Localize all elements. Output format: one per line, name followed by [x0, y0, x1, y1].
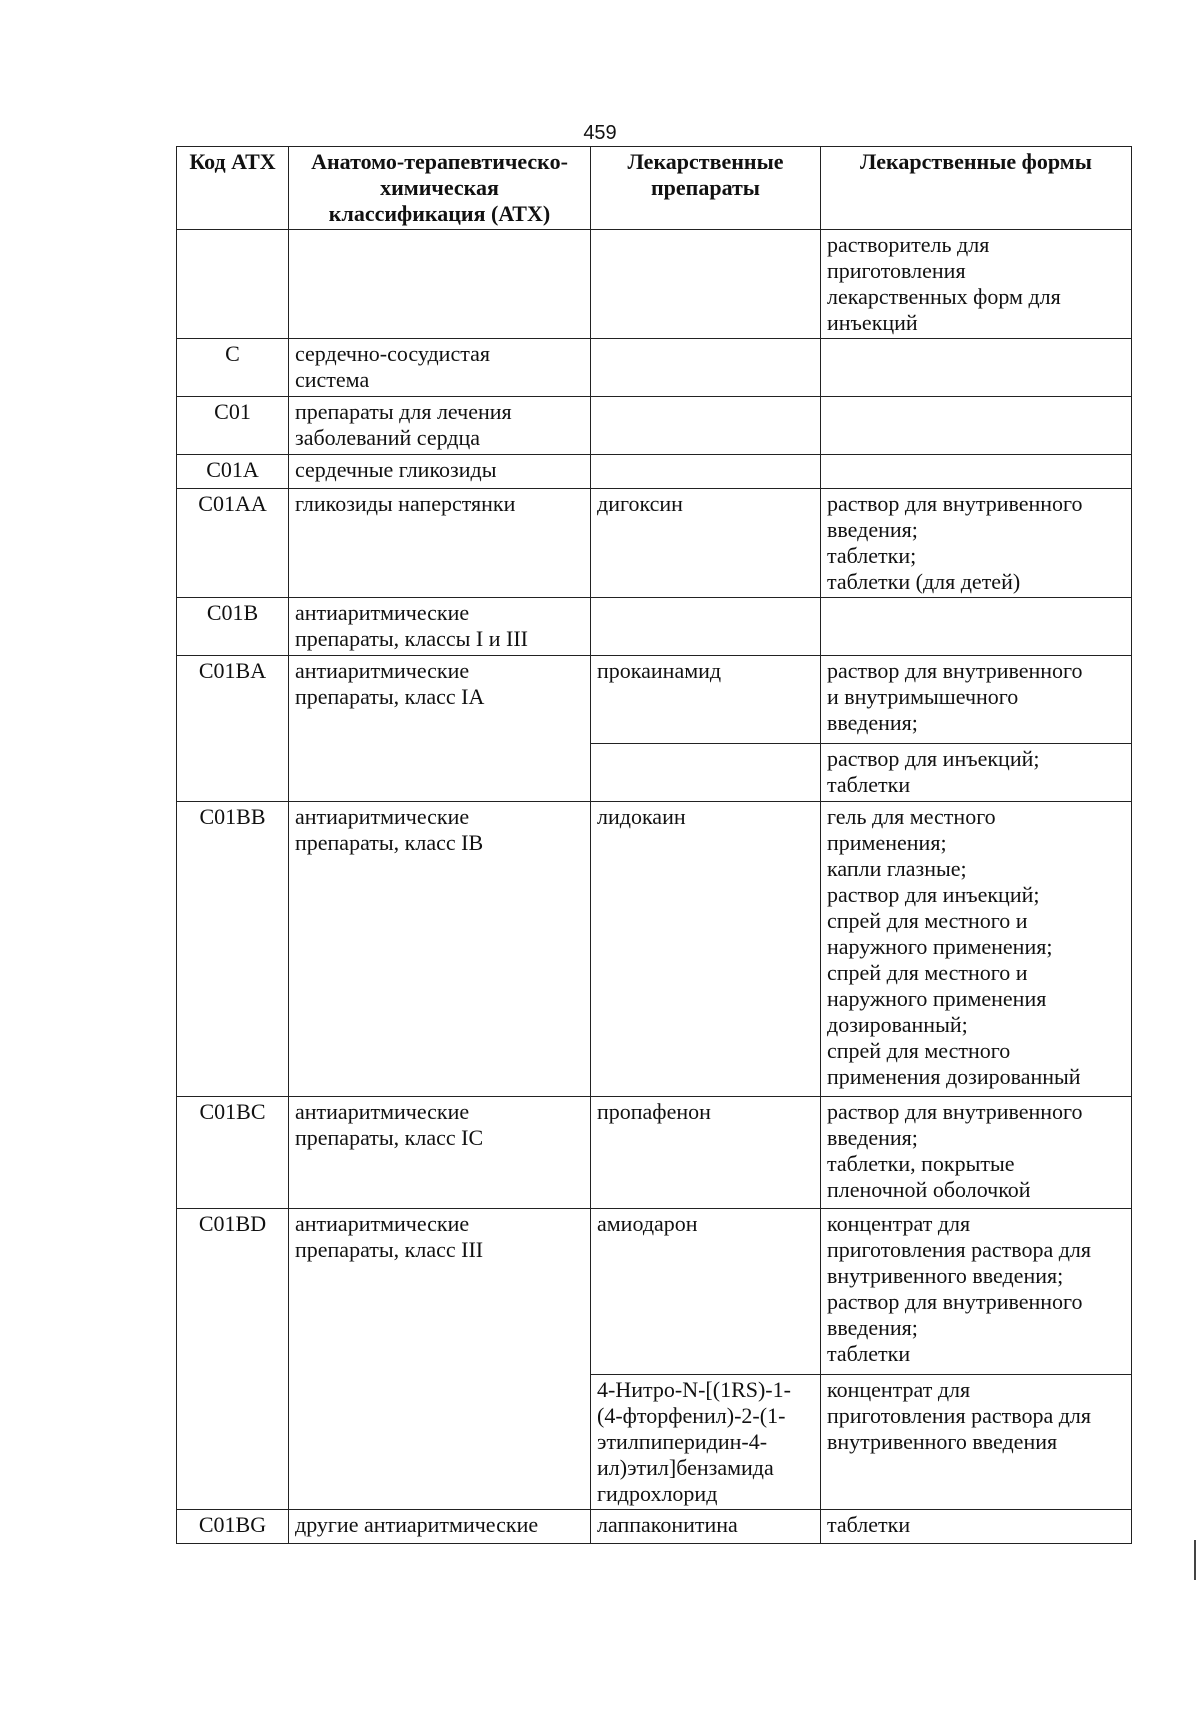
table-row — [177, 1209, 1132, 1375]
drug-cell: лаппаконитина — [591, 1510, 821, 1544]
table-row — [177, 397, 1132, 455]
drug-cell — [591, 339, 821, 397]
table-row — [177, 339, 1132, 397]
table-row — [177, 489, 1132, 598]
atx-code-cell: C01BD — [177, 1209, 289, 1510]
table-row — [177, 1097, 1132, 1209]
classification-cell: антиаритмические препараты, классы I и III — [289, 598, 591, 656]
atx-code-cell: C01AA — [177, 489, 289, 598]
drug-cell — [591, 455, 821, 489]
dosage-forms-cell: раствор для внутривенного введения; таблетки, покрытые пленочной оболочкой — [821, 1097, 1132, 1209]
header-classification: Анатомо-терапевтическо- химическая классификация (АТХ) — [289, 147, 591, 230]
dosage-forms-cell: раствор для инъекций; таблетки — [821, 744, 1132, 802]
drug-cell: амиодарон — [591, 1209, 821, 1375]
scan-edge-mark — [1194, 1540, 1196, 1580]
atx-code-cell: C01A — [177, 455, 289, 489]
atx-code-cell: C01BA — [177, 656, 289, 802]
classification-cell: другие антиаритмические — [289, 1510, 591, 1544]
dosage-forms-cell: растворитель для приготовления лекарственных форм для инъекций — [821, 230, 1132, 339]
atx-code-cell — [177, 230, 289, 339]
atx-table — [176, 146, 1132, 1544]
dosage-forms-cell: раствор для внутривенного введения; таблетки; таблетки (для детей) — [821, 489, 1132, 598]
header-drugs: Лекарственные препараты — [591, 147, 821, 230]
classification-cell: препараты для лечения заболеваний сердца — [289, 397, 591, 455]
dosage-forms-cell: раствор для внутривенного и внутримышечного введения; — [821, 656, 1132, 744]
dosage-forms-cell — [821, 339, 1132, 397]
atx-code-cell: C01BB — [177, 802, 289, 1097]
classification-cell: антиаритмические препараты, класс IC — [289, 1097, 591, 1209]
atx-code-cell: C — [177, 339, 289, 397]
drug-cell — [591, 230, 821, 339]
classification-cell: сердечно-сосудистая система — [289, 339, 591, 397]
dosage-forms-cell — [821, 455, 1132, 489]
page-number: 459 — [583, 122, 617, 144]
drug-cell — [591, 397, 821, 455]
drug-cell: 4-Нитро-N-[(1RS)-1- (4-фторфенил)-2-(1- этилпиперидин-4- ил)этил]бензамида гидрохлорид — [591, 1375, 821, 1510]
table-row — [177, 802, 1132, 1097]
table-row — [177, 598, 1132, 656]
table-row — [177, 656, 1132, 744]
atx-code-cell: C01 — [177, 397, 289, 455]
dosage-forms-cell: гель для местного применения; капли глазные; раствор для инъекций; спрей для местного и наружного применения; спрей для местного и наружного применения дозированный; спрей для местного применения дозированный — [821, 802, 1132, 1097]
table-header-row — [177, 147, 1132, 230]
drug-cell: пропафенон — [591, 1097, 821, 1209]
atx-code-cell: C01BG — [177, 1510, 289, 1544]
dosage-forms-cell — [821, 397, 1132, 455]
header-forms: Лекарственные формы — [821, 147, 1132, 230]
table-row — [177, 1510, 1132, 1544]
dosage-forms-cell: таблетки — [821, 1510, 1132, 1544]
drug-cell — [591, 744, 821, 802]
dosage-forms-cell: концентрат для приготовления раствора для внутривенного введения; раствор для внутривенного введения; таблетки — [821, 1209, 1132, 1375]
atx-code-cell: C01B — [177, 598, 289, 656]
classification-cell: антиаритмические препараты, класс III — [289, 1209, 591, 1510]
classification-cell: гликозиды наперстянки — [289, 489, 591, 598]
table-row — [177, 230, 1132, 339]
dosage-forms-cell — [821, 598, 1132, 656]
drug-cell: прокаинамид — [591, 656, 821, 744]
atx-code-cell: C01BC — [177, 1097, 289, 1209]
classification-cell: антиаритмические препараты, класс IB — [289, 802, 591, 1097]
classification-cell: сердечные гликозиды — [289, 455, 591, 489]
drug-cell — [591, 598, 821, 656]
table-row — [177, 455, 1132, 489]
drug-cell: дигоксин — [591, 489, 821, 598]
classification-cell — [289, 230, 591, 339]
classification-cell: антиаритмические препараты, класс IA — [289, 656, 591, 802]
dosage-forms-cell: концентрат для приготовления раствора для внутривенного введения — [821, 1375, 1132, 1510]
drug-cell: лидокаин — [591, 802, 821, 1097]
header-code: Код АТХ — [177, 147, 289, 230]
